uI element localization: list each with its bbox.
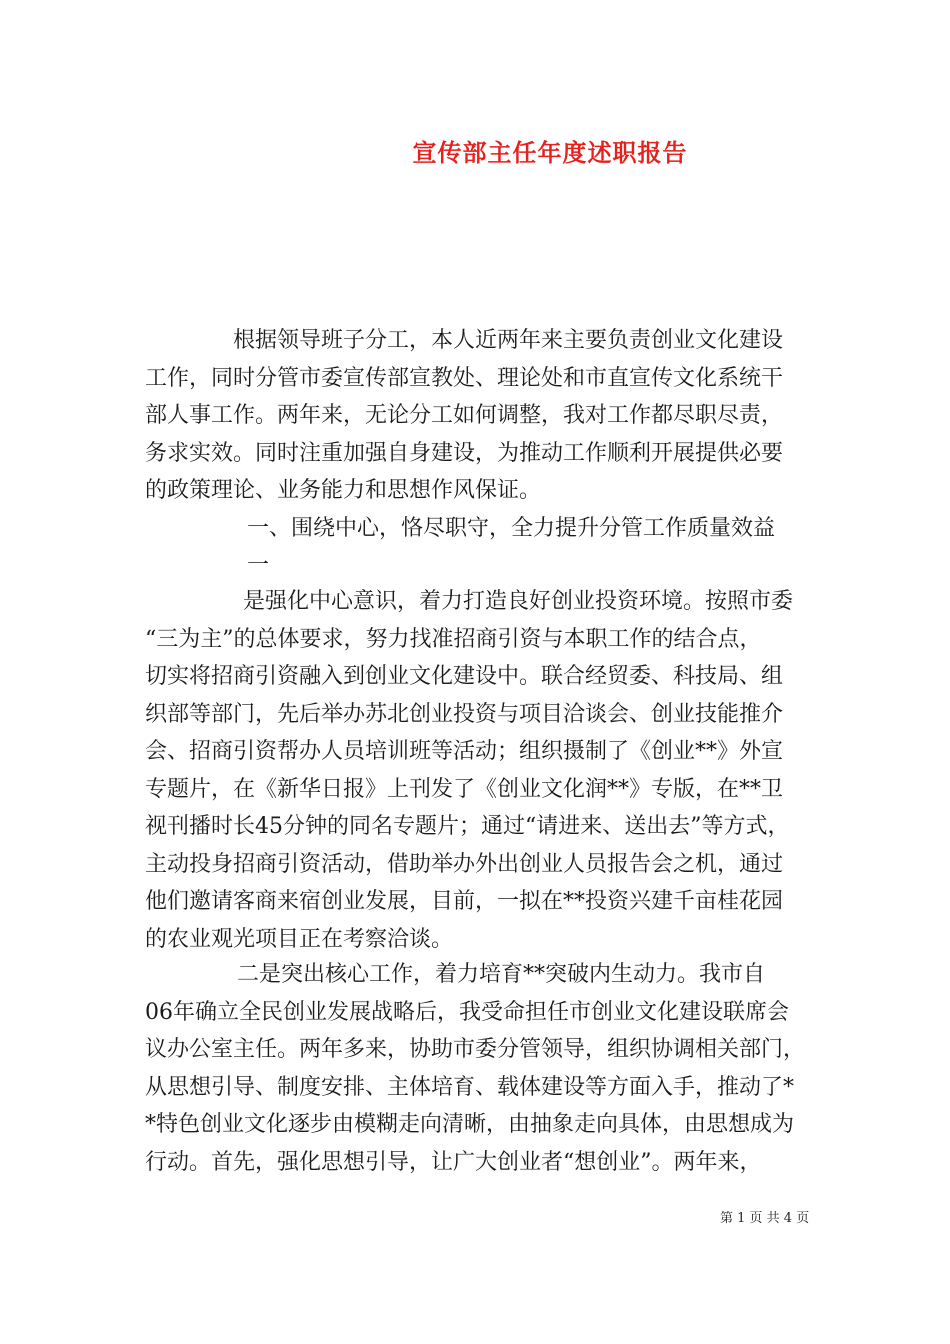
section-heading-1: 一、围绕中心，恪尽职守，全力提升分管工作质量效益	[247, 515, 776, 541]
text-line: 视刊播时长45分钟的同名专题片；通过“请进来、送出去”等方式，	[145, 814, 790, 839]
text-line: 根据领导班子分工，本人近两年来主要负责创业文化建设	[233, 328, 784, 353]
text-line: 二是突出核心工作，着力培育**突破内生动力。我市自	[237, 962, 766, 987]
text-line: 会、招商引资帮办人员培训班等活动；组织摄制了《创业**》外宣	[145, 739, 784, 764]
text-line: *特色创业文化逐步由模糊走向清晰，由抽象走向具体，由思想成为	[145, 1112, 795, 1137]
text-line: 织部等部门，先后举办苏北创业投资与项目洽谈会、创业技能推介	[145, 701, 784, 727]
text-line: 主动投身招商引资活动，借助举办外出创业人员报告会之机，通过	[145, 851, 784, 877]
text-line: 的政策理论、业务能力和思想作风保证。	[145, 478, 542, 503]
text-line: 工作，同时分管市委宣传部宣教处、理论处和市直宣传文化系统干	[145, 365, 784, 391]
text-line: 是强化中心意识，着力打造良好创业投资环境。按照市委	[243, 589, 794, 614]
text-line: 切实将招商引资融入到创业文化建设中。联合经贸委、科技局、组	[145, 664, 784, 689]
paragraph-investment	[145, 583, 817, 958]
text-line: 他们邀请客商来宿创业发展，目前，一拟在**投资兴建千亩桂花园	[145, 889, 784, 914]
paragraph-core-work	[145, 956, 817, 1181]
text-line: 专题片，在《新华日报》上刊发了《创业文化润**》专版，在**卫	[145, 776, 784, 802]
text-line: “三为主”的总体要求，努力找准招商引资与本职工作的结合点，	[145, 626, 762, 652]
text-line: 06年确立全民创业发展战略后，我受命担任市创业文化建设联席会	[145, 999, 789, 1025]
text-line: 行动。首先，强化思想引导，让广大创业者“想创业”。两年来，	[145, 1149, 762, 1175]
text-line: 从思想引导、制度安排、主体培育、载体建设等方面入手，推动了*	[145, 1074, 795, 1100]
text-line: 的农业观光项目正在考察洽谈。	[145, 926, 454, 952]
text-line: 务求实效。同时注重加强自身建设，为推动工作顺利开展提供必要	[145, 440, 784, 466]
text-line: 部人事工作。两年来，无论分工如何调整，我对工作都尽职尽责，	[145, 403, 784, 428]
heading-marker: 一	[247, 553, 270, 578]
document-title: 宣传部主任年度述职报告	[412, 138, 688, 167]
paragraph-intro	[145, 322, 817, 585]
text-line: 议办公室主任。两年多来，协助市委分管领导，组织协调相关部门，	[145, 1037, 806, 1062]
page-number: 第 1 页 共 4 页	[720, 1211, 810, 1226]
